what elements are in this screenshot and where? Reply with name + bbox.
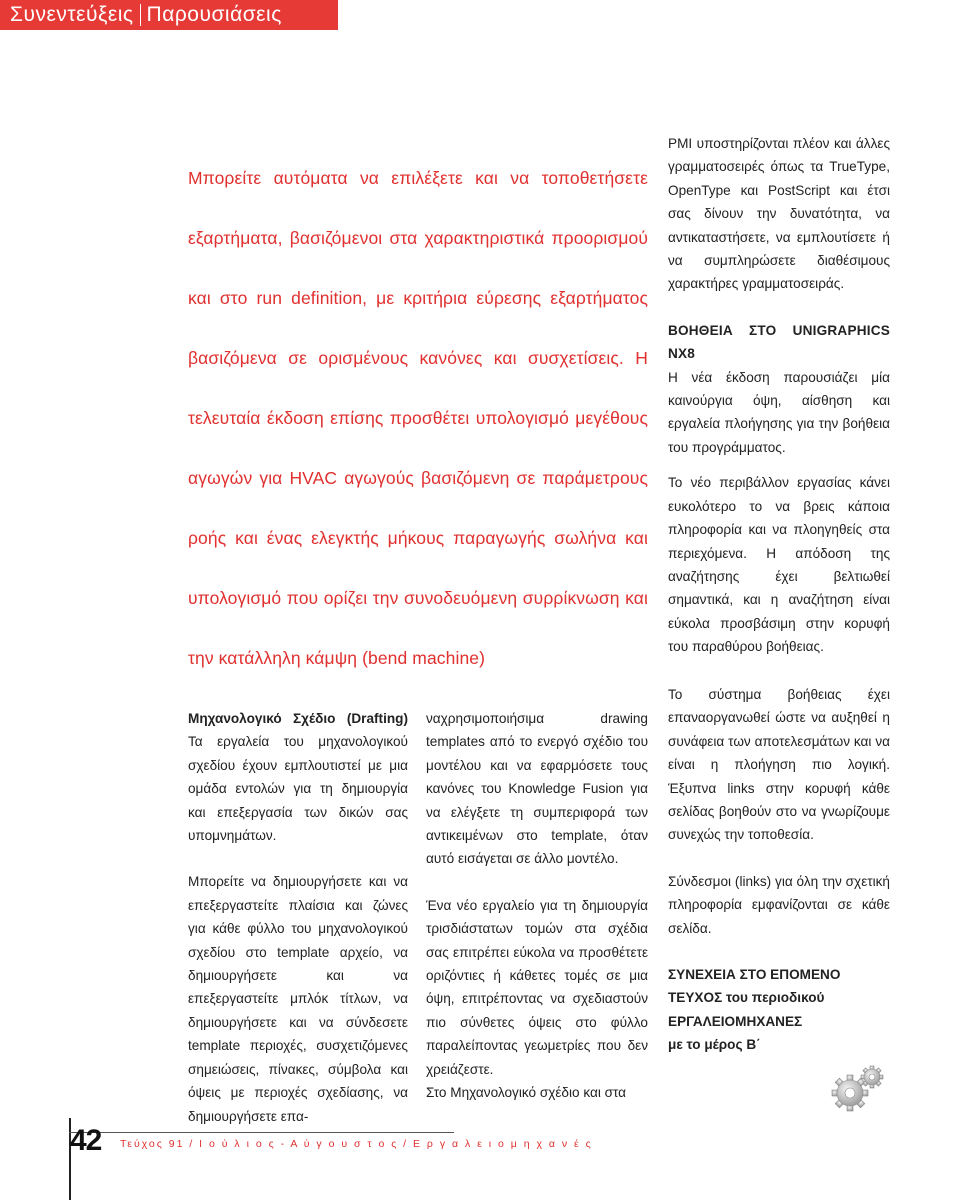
gears-icon	[830, 1065, 886, 1115]
template-paragraph: Μπορείτε να δημιουργήσετε και να επεξεργαστείτε πλαίσια και ζώνες για κάθε φύλλο του μηχανολογικού σχεδίου στο template αρχείο, να δημιουργήσετε και να επεξεργαστείτε μπλόκ τίτλων, να δημιουργήσετε και να σύνδεσετε template περιοχές, συσχετιζόμενες σημειώσεις, πίνακες, σύμβολα και όψεις με περιοχές σχεδίασης, να δημιουργήσετε επα-	[188, 874, 408, 1124]
section-header-tab	[0, 0, 338, 30]
pmi-fonts-paragraph: PMI υποστηρίζονται πλέον και άλλες γραμματοσειρές όπως τα TrueType, OpenType και PostScript και έτσι σας δίνουν την δυνατότητα, να αντικαταστήσετε, να εμπλουτίσετε ή να συμπληρώσετε διαθέσιμους χαρακτήρες γραμματοσειράς.	[668, 136, 890, 292]
header-divider	[140, 4, 141, 26]
drafting-lead-term: Μηχανολογικό Σχέδιο (Drafting)	[188, 711, 408, 726]
right-column	[668, 132, 890, 659]
template-column	[426, 707, 648, 1105]
continued-line-3: ΕΡΓΑΛΕΙΟΜΗΧΑΝΕΣ	[668, 1013, 803, 1029]
help-reorg-paragraph: Το σύστημα βοήθειας έχει επαναοργανωθεί ώστε να αυξηθεί η συνάφεια των αποτελεσμάτων και να είναι η πλοήγηση πιο λογική. Έξυπνα links στην κορυφή κάθε σελίδας βοηθούν στο να γνωρίζουμε συνεχώς την τοποθεσία.	[668, 687, 890, 843]
help-environment-paragraph: Το νέο περιβάλλον εργασίας κάνει ευκολότερο το να βρεις κάποια πληροφορία και να πλοηγηθείς στα περιεχόμενα. Η απόδοση της αναζήτησης έχει βελτιωθεί σημαντικά, και η αναζήτηση είναι εύκολα προσβάσιμη στην κορυφή του παραθύρου βοήθειας.	[668, 475, 890, 655]
continued-line-1: ΣΥΝΕΧΕΙΑ ΣΤΟ ΕΠΟΜΕΝΟ	[668, 967, 841, 983]
knowledge-fusion-paragraph: ναχρησιμοποιήσιμα drawing templates από το ενεργό σχέδιο του μοντέλου και να εφαρμόσετε τους κανόνες του Knowledge Fusion για να ελέγξετε τη συμπεριφορά των αντικειμένων στο template, όταν αυτό εισάγεται σε άλλο μοντέλο.	[426, 711, 648, 867]
drafting-intro-text: Τα εργαλεία του μηχανολογικού σχεδίου έχουν εμπλουτιστεί με μια ομάδα εντολών για τη δημιουργία και επεξεργασία των δικών σας υπομνημάτων.	[188, 734, 408, 844]
continued-line-4: με το μέρος Β΄	[668, 1037, 761, 1053]
drafting-column	[188, 707, 408, 1128]
drafting-continuation-paragraph: Στο Μηχανολογικό σχέδιο και στα	[426, 1085, 627, 1101]
section-label: Συνεντεύξεις	[10, 3, 134, 26]
help-section-heading: ΒΟΗΘΕΙΑ ΣΤΟ UNIGRAPHICS NX8	[668, 322, 890, 362]
issue-info: Τεύχος 91 / Ι ο ύ λ ι ο ς - Α ύ γ ο υ σ τ ο ς / Ε ρ γ α λ ε ι ο μ η χ α ν έ ς	[120, 1138, 593, 1150]
page-number: 42	[70, 1124, 102, 1157]
continued-line-2: ΤΕΥΧΟΣ του περιοδικού	[668, 990, 825, 1006]
section-tool-paragraph: Ένα νέο εργαλείο για τη δημιουργία τρισδιάστατων τομών στα σχέδια σας επιτρέπει εύκολα να προσθέτετε οριζόντιες ή κάθετες τομές σε μια όψη, επιτρέποντας να σχεδιαστούν πιο σύνθετες όψεις στο φύλλο παραλείποντας γεωμετρίες που δεν χρειάζεστε.	[426, 897, 648, 1077]
help-intro-paragraph: Η νέα έκδοση παρουσιάζει μία καινούργια όψη, αίσθηση και εργαλεία πλοήγησης για την βοήθεια του προγράμματος.	[668, 369, 890, 455]
drafting-intro-paragraph	[188, 707, 408, 847]
links-paragraph: Σύνδεσμοι (links) για όλη την σχετική πληροφορία εμφανίζονται σε κάθε σελίδα.	[668, 873, 890, 936]
footer-horizontal-rule	[69, 1132, 454, 1133]
help-system-column	[668, 683, 890, 1057]
lead-pull-quote: Μπορείτε αυτόματα να επιλέξετε και να τοποθετήσετε εξαρτήματα, βασιζόμενοι στα χαρακτηριστικά προορισμού και στο run definition, με κριτήρια εύρεσης εξαρτήματος βασιζόμενα σε ορισμένους κανόνες και συσχετίσεις. Η τελευταία έκδοση επίσης προσθέτει υπολογισμό μεγέθους αγωγών για HVAC αγωγούς βασιζόμενη σε παράμετρους ροής και ένας ελεγκτής μήκους παραγωγής σωλήνα και υπολογισμό που ορίζει την συνοδευόμενη συρρίκνωση και την κατάλληλη κάμψη (bend machine)	[188, 168, 648, 668]
subsection-label: Παρουσιάσεις	[146, 3, 282, 26]
